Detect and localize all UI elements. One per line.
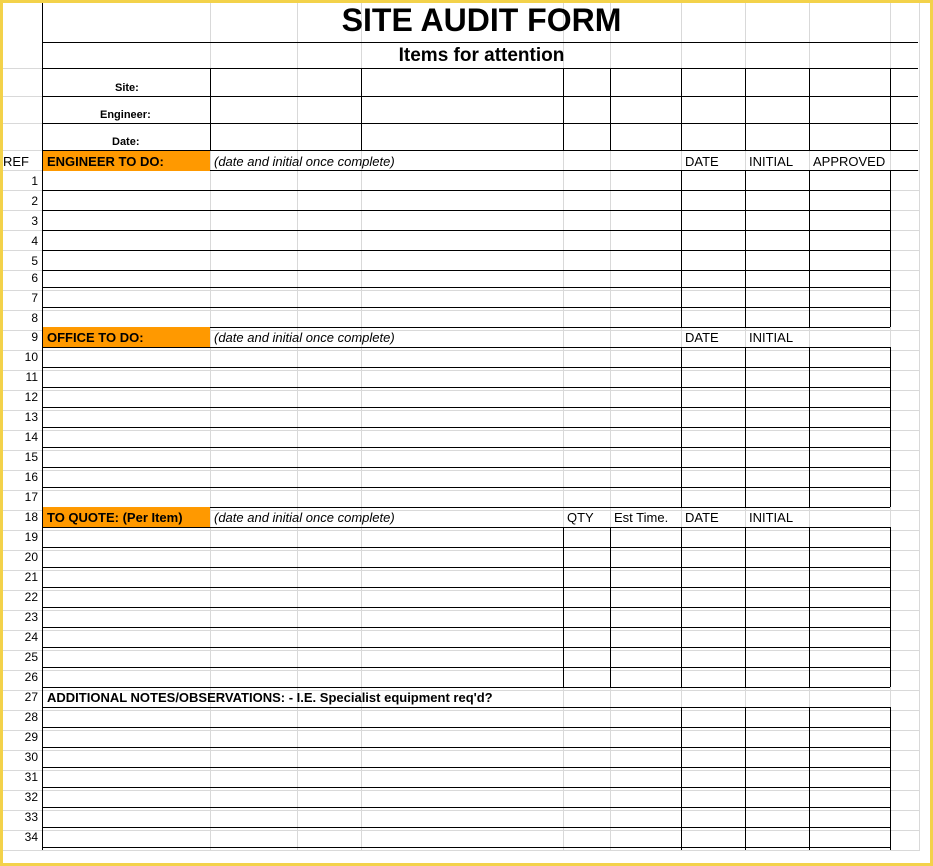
table-rule (745, 170, 746, 327)
office-initial-header: INITIAL (749, 330, 794, 345)
grid-line (0, 550, 920, 551)
grid-line (0, 570, 920, 571)
engineer-approved-header: APPROVED (813, 154, 886, 169)
grid-line (0, 790, 920, 791)
office-date-header: DATE (685, 330, 719, 345)
table-rule (42, 587, 890, 588)
table-rule (42, 767, 890, 768)
table-rule (42, 123, 918, 124)
grid-line (0, 830, 920, 831)
table-rule (42, 527, 890, 528)
table-rule (42, 807, 890, 808)
row-number: 8 (31, 311, 38, 325)
table-rule (42, 707, 890, 708)
grid-line (0, 96, 42, 97)
table-rule (42, 847, 890, 848)
office-row-number: 9 (31, 330, 38, 344)
table-rule (42, 287, 890, 288)
table-rule (42, 270, 890, 271)
row-number: 26 (24, 670, 38, 684)
grid-line (0, 730, 920, 731)
grid-line (0, 590, 920, 591)
row-number: 31 (24, 770, 38, 784)
grid-line (0, 450, 920, 451)
grid-line (0, 710, 920, 711)
row-number: 24 (24, 630, 38, 644)
ref-column-header: REF (3, 154, 29, 169)
table-rule (42, 230, 890, 231)
row-number: 16 (24, 470, 38, 484)
table-rule (809, 527, 810, 687)
table-rule (42, 347, 890, 348)
engineer-initial-header: INITIAL (749, 154, 794, 169)
table-rule (42, 487, 890, 488)
table-rule (563, 527, 564, 687)
table-rule (42, 567, 890, 568)
table-rule (890, 347, 891, 507)
grid-line (0, 410, 920, 411)
row-number: 2 (31, 194, 38, 208)
grid-line (0, 630, 920, 631)
table-rule (42, 447, 890, 448)
table-rule (42, 427, 890, 428)
table-rule (809, 707, 810, 850)
office-section-label: OFFICE TO DO: (47, 330, 144, 345)
table-rule (42, 827, 890, 828)
row-number: 11 (25, 370, 38, 384)
table-rule (809, 68, 810, 150)
grid-line (0, 68, 42, 69)
office-section-note: (date and initial once complete) (214, 330, 395, 345)
quote-qty-header: QTY (567, 510, 594, 525)
table-rule (563, 68, 564, 150)
table-rule (809, 347, 810, 507)
row-number: 7 (31, 291, 38, 305)
table-rule (745, 707, 746, 850)
grid-line (0, 750, 920, 751)
table-rule (890, 707, 891, 850)
grid-line (0, 390, 920, 391)
notes-section-label: ADDITIONAL NOTES/OBSERVATIONS: - I.E. Specialist equipment req'd? (47, 690, 493, 705)
row-number: 10 (24, 350, 38, 364)
quote-initial-header: INITIAL (749, 510, 794, 525)
table-rule (42, 42, 918, 43)
grid-line (0, 310, 920, 311)
table-rule (681, 527, 682, 687)
row-number: 6 (31, 271, 38, 285)
table-rule (42, 727, 890, 728)
row-number: 14 (24, 430, 38, 444)
table-rule (890, 527, 891, 687)
row-number: 4 (31, 234, 38, 248)
grid-line (0, 850, 920, 851)
table-rule (681, 347, 682, 507)
row-number: 29 (24, 730, 38, 744)
table-rule (42, 367, 890, 368)
grid-line (0, 123, 42, 124)
table-rule (42, 667, 890, 668)
engineer-section-label: ENGINEER TO DO: (47, 154, 164, 169)
site-label: Site: (115, 82, 139, 94)
row-number: 33 (24, 810, 38, 824)
table-rule (809, 170, 810, 327)
table-rule (42, 190, 890, 191)
table-rule (890, 68, 891, 150)
table-rule (42, 96, 918, 97)
grid-line (0, 150, 42, 151)
quote-date-header: DATE (685, 510, 719, 525)
row-number: 22 (24, 590, 38, 604)
table-rule (681, 68, 682, 150)
row-number: 19 (24, 530, 38, 544)
table-rule (42, 747, 890, 748)
quote-section-label: TO QUOTE: (Per Item) (47, 510, 183, 525)
grid-line (0, 370, 920, 371)
table-rule (42, 0, 43, 850)
table-rule (610, 527, 611, 687)
row-number: 5 (31, 254, 38, 268)
page-subtitle: Items for attention (398, 45, 565, 66)
table-rule (42, 68, 918, 69)
table-rule (42, 467, 890, 468)
table-rule (745, 347, 746, 507)
row-number: 23 (24, 610, 38, 624)
grid-line (0, 430, 920, 431)
table-rule (42, 607, 890, 608)
row-number: 30 (24, 750, 38, 764)
page-title: SITE AUDIT FORM (341, 2, 622, 38)
row-number: 20 (24, 550, 38, 564)
table-rule (210, 68, 211, 150)
grid-line (919, 0, 920, 850)
table-rule (42, 307, 890, 308)
grid-line (0, 770, 920, 771)
row-number: 3 (31, 214, 38, 228)
table-rule (681, 170, 682, 327)
table-rule (610, 68, 611, 150)
quote-section-note: (date and initial once complete) (214, 510, 395, 525)
row-number: 15 (24, 450, 38, 464)
grid-line (0, 530, 920, 531)
grid-line (297, 0, 298, 850)
grid-line (0, 350, 920, 351)
grid-line (0, 470, 920, 471)
grid-line (0, 650, 920, 651)
row-number: 34 (24, 830, 38, 844)
grid-line (0, 490, 920, 491)
table-rule (42, 210, 890, 211)
table-rule (890, 170, 891, 327)
table-rule (42, 387, 890, 388)
row-number: 25 (24, 650, 38, 664)
grid-line (0, 610, 920, 611)
engineer-section-note: (date and initial once complete) (214, 154, 395, 169)
table-rule (42, 407, 890, 408)
row-number: 28 (24, 710, 38, 724)
table-rule (42, 687, 890, 688)
table-rule (681, 707, 682, 850)
table-rule (42, 547, 890, 548)
row-number: 21 (24, 570, 38, 584)
table-rule (745, 527, 746, 687)
table-rule (745, 68, 746, 150)
date-label: Date: (112, 136, 140, 148)
engineer-label: Engineer: (100, 109, 151, 121)
grid-line (0, 290, 920, 291)
engineer-date-header: DATE (685, 154, 719, 169)
table-rule (42, 787, 890, 788)
table-rule (42, 250, 890, 251)
row-number: 12 (24, 390, 38, 404)
quote-row-number: 18 (24, 510, 38, 524)
row-number: 1 (31, 174, 38, 188)
table-rule (42, 627, 890, 628)
row-number: 13 (24, 410, 38, 424)
table-rule (42, 647, 890, 648)
table-rule (361, 68, 362, 150)
grid-line (0, 670, 920, 671)
quote-est-time-header: Est Time. (614, 510, 669, 525)
grid-line (0, 810, 920, 811)
row-number: 17 (24, 490, 38, 504)
notes-row-number: 27 (24, 690, 38, 704)
row-number: 32 (24, 790, 38, 804)
